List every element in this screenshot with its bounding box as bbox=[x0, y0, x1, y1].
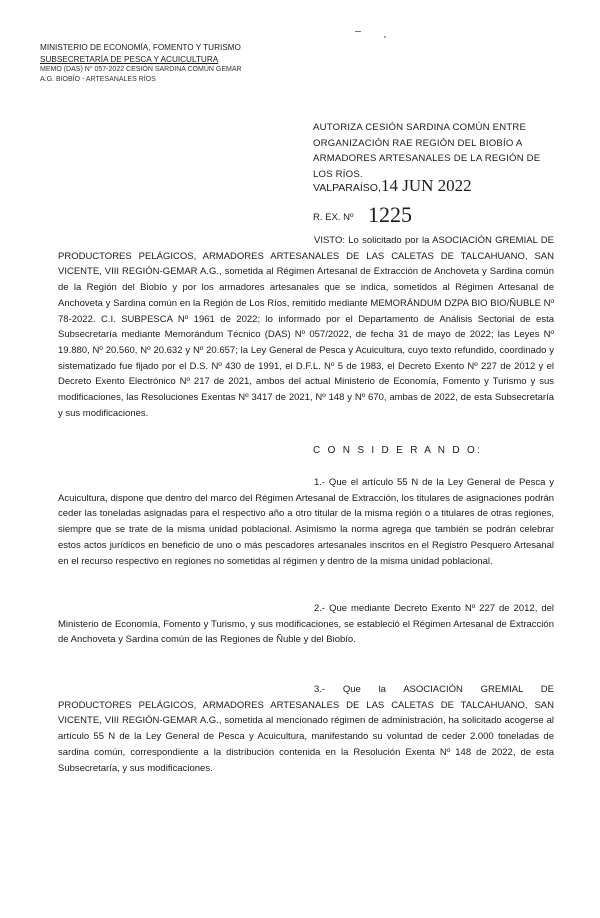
resolution-subject: AUTORIZA CESIÓN SARDINA COMÚN ENTRE ORGANIZACIÓN RAE REGIÓN DEL BIOBÍO A ARMADORES ARTESANALES DE LA REGIÓN DE LOS RÍOS. bbox=[313, 122, 541, 180]
ministry-name: MINISTERIO DE ECONOMÍA, FOMENTO Y TURISMO bbox=[40, 43, 241, 52]
scan-mark bbox=[355, 31, 361, 32]
memo-reference: MEMO (DAS) N° 057-2022 CESIÓN SARDINA COMÚN GEMAR bbox=[40, 66, 242, 73]
considerando-2: 2.- Que mediante Decreto Exento Nº 227 de 2012, del Ministerio de Economía, Fomento y Turismo, y sus modificaciones, se estableció el Régimen Artesanal de Extracción de Anchoveta y Sardina común de las Regiones de Ñuble y del Biobío. bbox=[58, 603, 554, 646]
subsecretaria-name: SUBSECRETARÍA DE PESCA Y ACUICULTURA bbox=[40, 54, 219, 64]
considerando-1: 1.- Que el artículo 55 N de la Ley General de Pesca y Acuicultura, dispone que dentro del marco del Régimen Artesanal de Extracción, los titulares de asignaciones podrán ceder las toneladas asignadas para el respectivo año a otro titular de la misma región o a titulares de otras regiones, siempre que se trate de la misma unidad poblacional. Asimismo la norma agrega que también se podrán celebrar estos actos jurídicos en beneficio de uno o más pescadores artesanales inscritos en el Registro Pesquero Artesanal en el recurso respectivo en regiones no sometidas al régimen y dentro de la misma unidad poblacional. bbox=[58, 477, 554, 567]
scan-mark bbox=[384, 36, 386, 38]
city: VALPARAÍSO, bbox=[313, 182, 381, 194]
considerando-3: 3.- Que la ASOCIACIÓN GREMIAL DE PRODUCTORES PELÁGICOS, ARMADORES ARTESANALES DE LAS CALETAS DE TALCAHUANO, SAN VICENTE, VIII REGIÓN-GEMAR A.G., sometida al mencionado régimen de administración, ha solicitado acogerse al artículo 55 N de la Ley General de Pesca y Acuicultura, manifestando su voluntad de ceder 2.000 toneladas de sardina común, correspondiente a la distribución contenida en la Resolución Exenta Nº 148 de 2022, de esta Subsecretaría, y sus modificaciones. bbox=[58, 684, 554, 774]
considerando-heading: C O N S I D E R A N D O: bbox=[313, 445, 483, 456]
resolution-label: R. EX. Nº bbox=[313, 212, 354, 223]
resolution-number: 1225 bbox=[368, 202, 412, 227]
letterhead bbox=[40, 42, 250, 84]
memo-reference-2: A.G. BIOBÍO - ARTESANALES RÍOS bbox=[40, 75, 156, 83]
visto-paragraph: VISTO: Lo solicitado por la ASOCIACIÓN GREMIAL DE PRODUCTORES PELÁGICOS, ARMADORES ARTESANALES DE LAS CALETAS DE TALCAHUANO, SAN VICENTE, VIII REGIÓN-GEMAR A.G., sometida al Régimen Artesanal de Extracción de Anchoveta y Sardina común de la Región del Biobío y por los armadores artesanales que se indica, sometidos al Régimen Artesanal de Anchoveta y Sardina común en la Región de Los Ríos, remitido mediante MEMORÁNDUM DZPA BIO BIO/ÑUBLE Nº 78-2022. C.I. SUBPESCA Nº 1961 de 2022; lo informado por el Departamento de Análisis Sectorial de esta Subsecretaría mediante Memorándum Técnico (DAS) Nº 057/2022, de fecha 31 de mayo de 2022; las Leyes Nº 19.880, Nº 20.560, Nº 20.632 y Nº 20.657; la Ley General de Pesca y Acuicultura, cuyo texto refundido, coordinado y sistematizado fue fijado por el D.S. Nº 430 de 1991, el D.F.L. Nº 5 de 1983, el Decreto Exento Nº 227 de 2012 y el Decreto Exento Electrónico Nº 217 de 2021, ambos del actual Ministerio de Economía, Fomento y Turismo y sus modificaciones, las Resoluciones Exentas Nº 3417 de 2021, Nº 148 y Nº 670, ambas de 2022, de esta Subsecretaría y sus modificaciones. bbox=[58, 235, 554, 419]
date-stamp: 14 JUN 2022 bbox=[381, 176, 472, 195]
